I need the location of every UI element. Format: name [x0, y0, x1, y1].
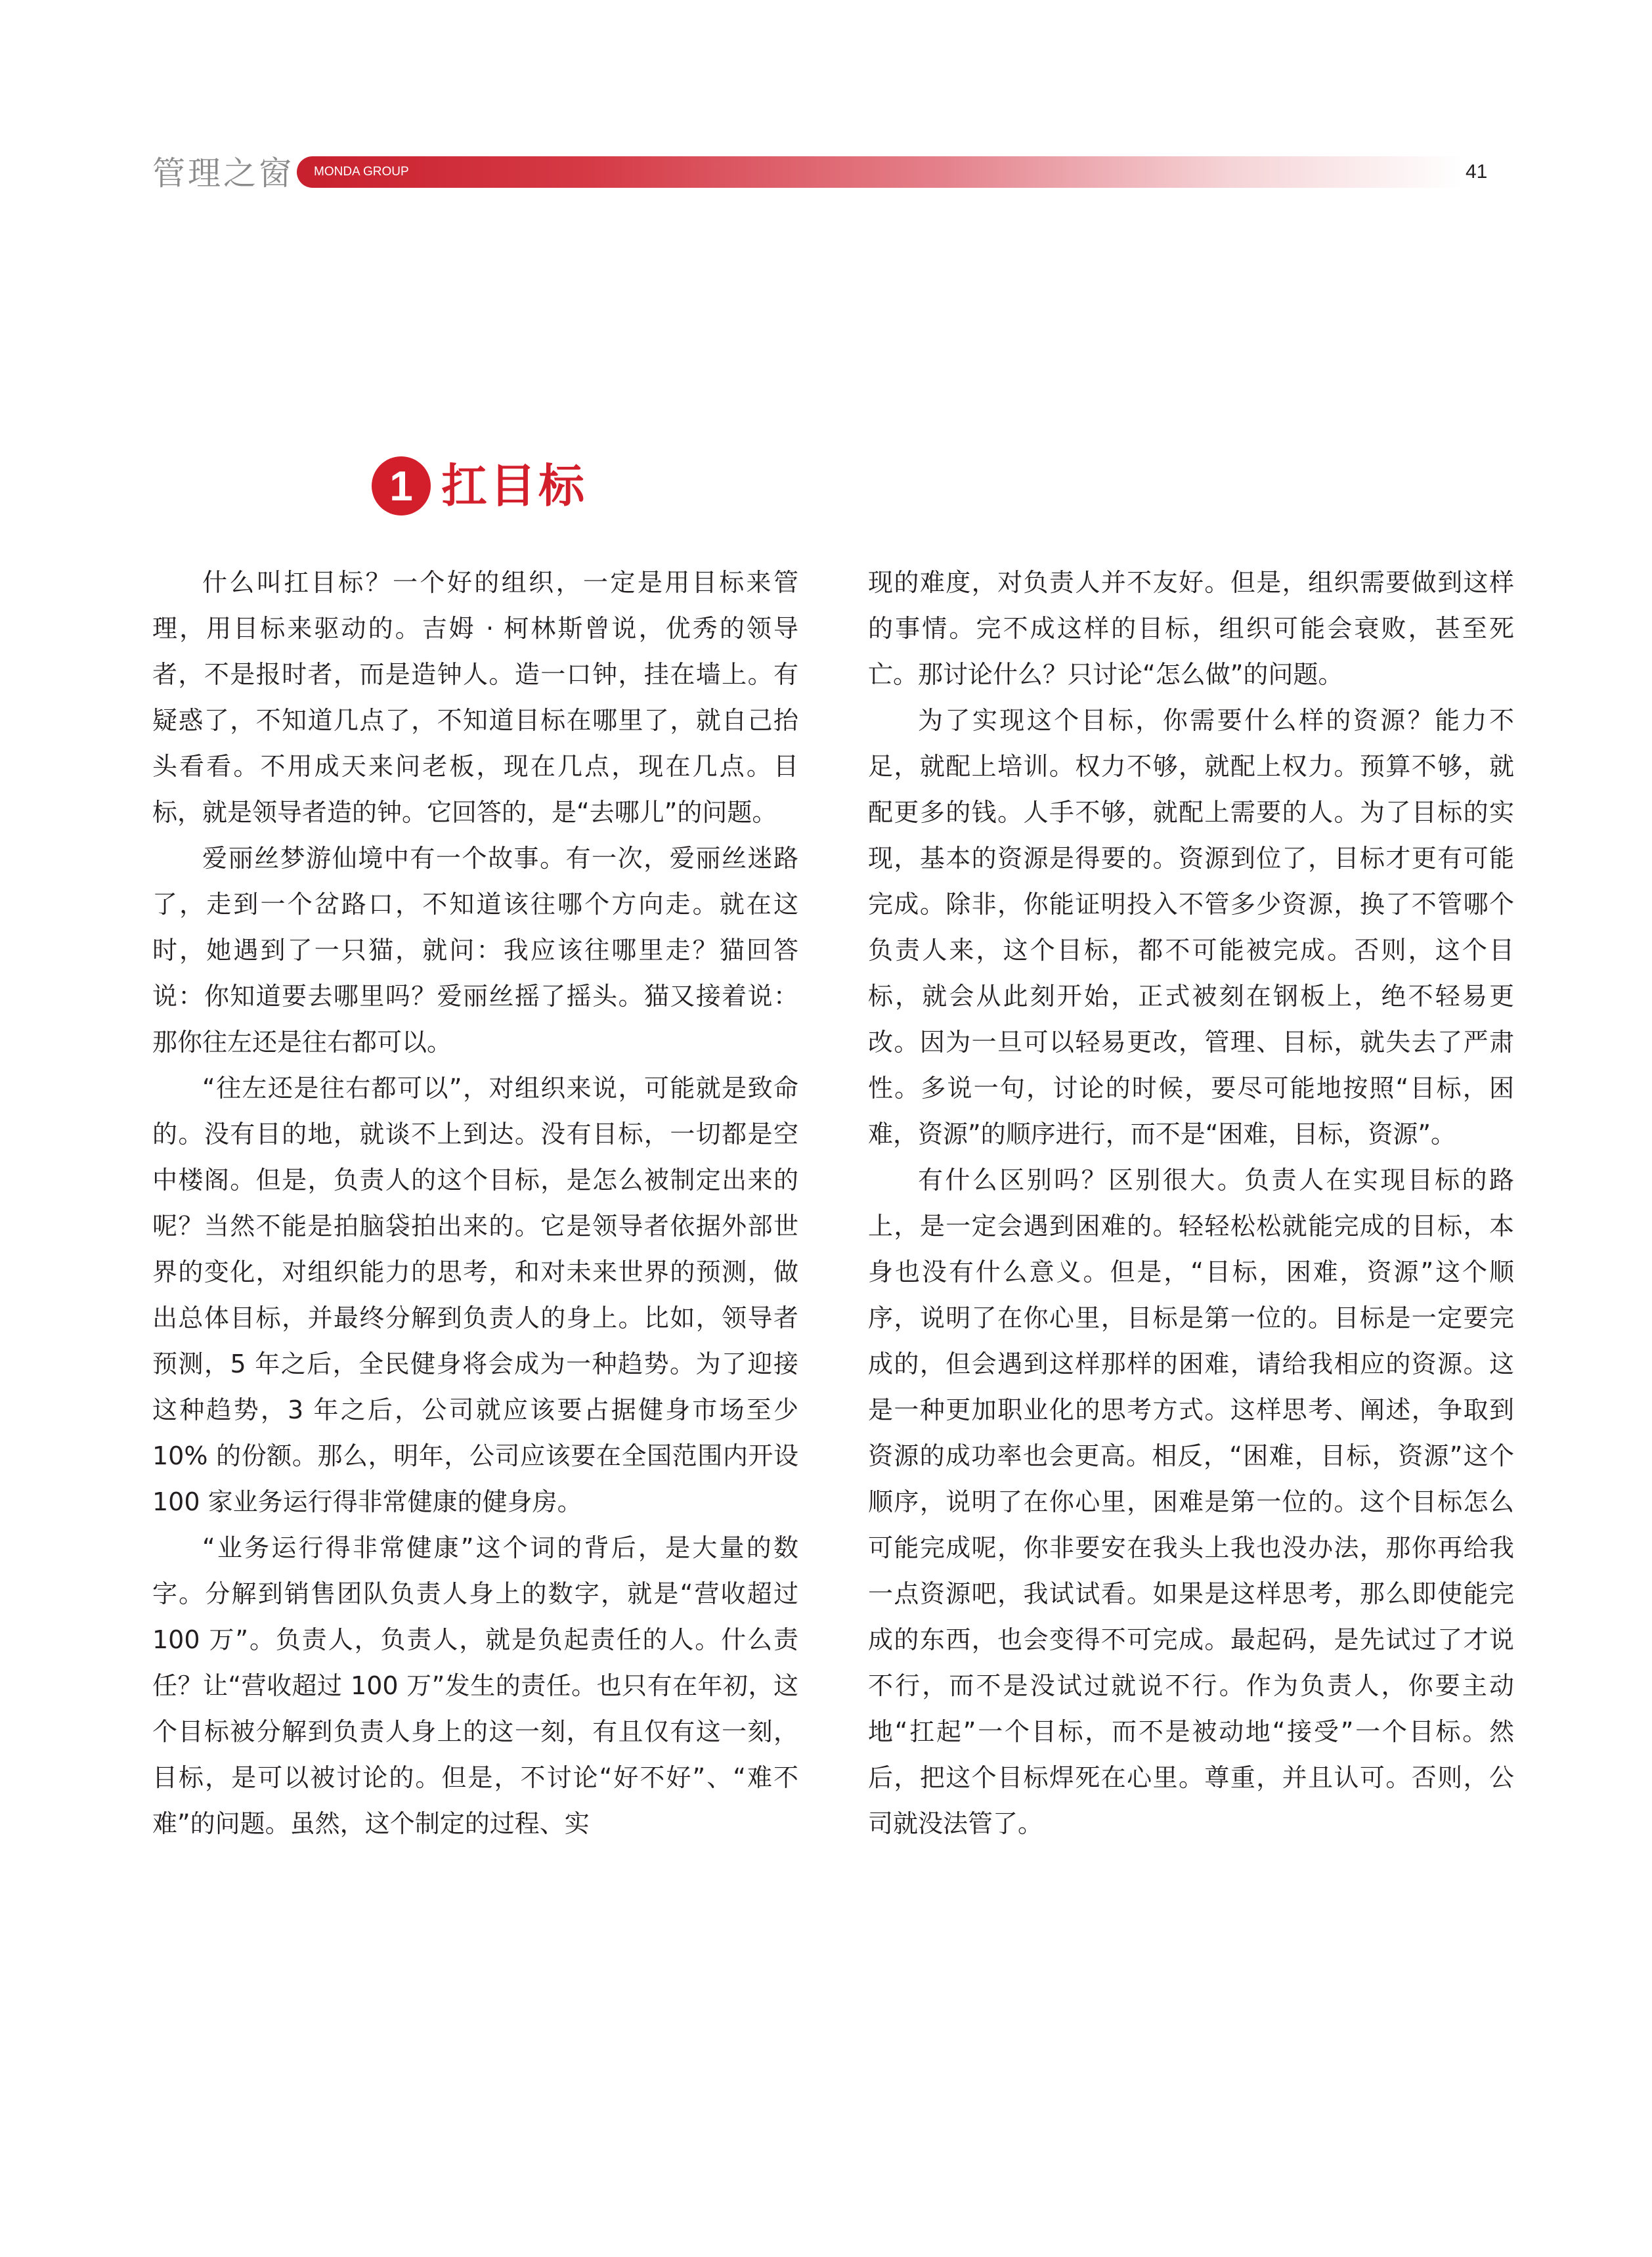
- body-paragraph: “业务运行得非常健康”这个词的背后，是大量的数字。分解到销售团队负责人身上的数字，就是“营收超过 100 万”。负责人，负责人，就是负起责任的人。什么责任？让“营收超过 100 万”发生的责任。也只有在年初，这个目标被分解到负责人身上的这一刻，有且仅有这一刻，目标，是可以被讨论的。但是，不讨论“好不好”、“难不难”的问题。虽然，这个制定的过程、实: [152, 1533, 798, 1838]
- body-paragraph: 爱丽丝梦游仙境中有一个故事。有一次，爱丽丝迷路了，走到一个岔路口，不知道该往哪个方向走。就在这时，她遇到了一只猫，就问：我应该往哪里走？猫回答说：你知道要去哪里吗？爱丽丝摇了摇头。猫又接着说：那你往左还是往右都可以。: [152, 844, 798, 1057]
- header-brand-label: MONDA GROUP: [314, 165, 409, 179]
- text-column-left: [152, 559, 798, 1847]
- header-gradient-bar: [297, 156, 1463, 188]
- section-title: 扛目标: [441, 459, 587, 513]
- body-paragraph: “往左还是往右都可以”，对组织来说，可能就是致命的。没有目的地，就谈不上到达。没有目标，一切都是空中楼阁。但是，负责人的这个目标，是怎么被制定出来的呢？当然不能是拍脑袋拍出来的。它是领导者依据外部世界的变化，对组织能力的思考，和对未来世界的预测，做出总体目标，并最终分解到负责人的身上。比如，领导者预测，5 年之后，全民健身将会成为一种趋势。为了迎接这种趋势，3 年之后，公司就应该要占据健身市场至少 10% 的份额。那么，明年，公司应该要在全国范围内开设 100 家业务运行得非常健康的健身房。: [152, 1074, 798, 1516]
- running-header-title: 管理之窗: [152, 154, 294, 192]
- page-number: 41: [1466, 161, 1488, 183]
- body-paragraph: 为了实现这个目标，你需要什么样的资源？能力不足，就配上培训。权力不够，就配上权力。预算不够，就配更多的钱。人手不够，就配上需要的人。为了目标的实现，基本的资源是得要的。资源到位了，目标才更有可能完成。除非，你能证明投入不管多少资源，换了不管哪个负责人来，这个目标，都不可能被完成。否则，这个目标，就会从此刻开始，正式被刻在钢板上，绝不轻易更改。因为一旦可以轻易更改，管理、目标，就失去了严肃性。多说一句，讨论的时候，要尽可能地按照“目标，困难，资源”的顺序进行，而不是“困难，目标，资源”。: [868, 706, 1514, 1149]
- section-number-badge: 1: [372, 456, 431, 515]
- text-column-right: [868, 559, 1514, 1847]
- section-heading: [372, 453, 587, 519]
- body-paragraph-continued: 现的难度，对负责人并不友好。但是，组织需要做到这样的事情。完不成这样的目标，组织可能会衰败，甚至死亡。那讨论什么？只讨论“怎么做”的问题。: [868, 568, 1514, 689]
- body-paragraph: 什么叫扛目标？一个好的组织，一定是用目标来管理，用目标来驱动的。吉姆 · 柯林斯曾说，优秀的领导者，不是报时者，而是造钟人。造一口钟，挂在墙上。有疑惑了，不知道几点了，不知道目标在哪里了，就自己抬头看看。不用成天来问老板，现在几点，现在几点。目标，就是领导者造的钟。它回答的，是“去哪儿”的问题。: [152, 568, 798, 827]
- body-paragraph: 有什么区别吗？区别很大。负责人在实现目标的路上，是一定会遇到困难的。轻轻松松就能完成的目标，本身也没有什么意义。但是，“目标，困难，资源”这个顺序，说明了在你心里，目标是第一位的。目标是一定要完成的，但会遇到这样那样的困难，请给我相应的资源。这是一种更加职业化的思考方式。这样思考、阐述，争取到资源的成功率也会更高。相反，“困难，目标，资源”这个顺序，说明了在你心里，困难是第一位的。这个目标怎么可能完成呢，你非要安在我头上我也没办法，那你再给我一点资源吧，我试试看。如果是这样思考，那么即使能完成的东西，也会变得不可完成。最起码，是先试过了才说不行，而不是没试过就说不行。作为负责人，你要主动地“扛起”一个目标，而不是被动地“接受”一个目标。然后，把这个目标焊死在心里。尊重，并且认可。否则，公司就没法管了。: [868, 1166, 1514, 1838]
